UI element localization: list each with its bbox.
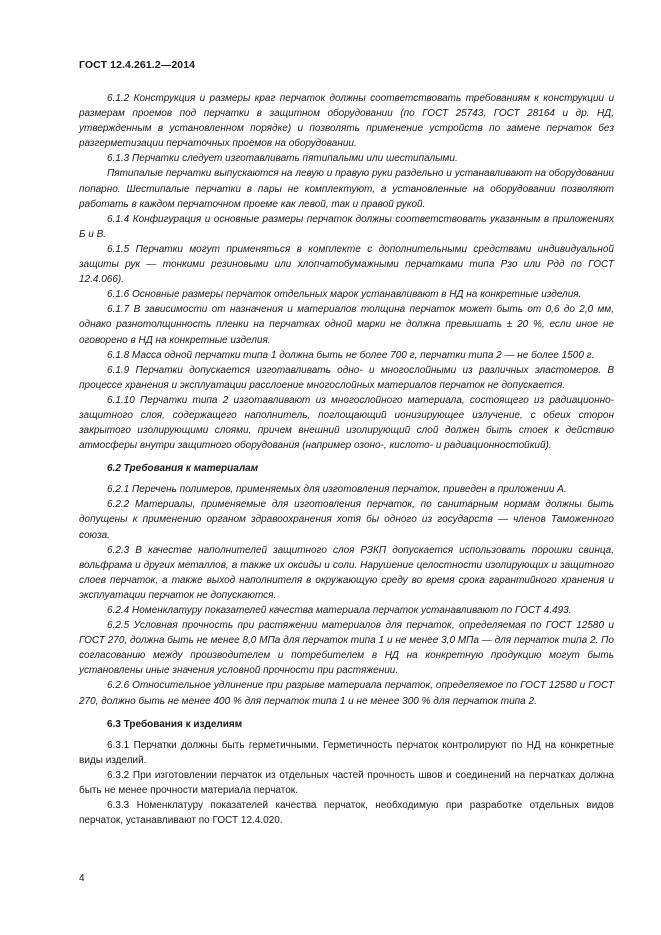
paragraph-6-1-3-cont: Пятипалые перчатки выпускаются на левую и правую руки раздельно и устанавливают на оборудовании попарно. Шестипалые перчатки в пары не комплектуют, а установленные на оборудовании позволяют работать в каждом перчаточном проеме как левой, так и правой рукой. bbox=[79, 168, 614, 210]
document-header: ГОСТ 12.4.261.2—2014 bbox=[79, 59, 196, 71]
section-6-3-heading: 6.3 Требования к изделиям bbox=[107, 718, 243, 730]
paragraph-6-3-3: 6.3.3 Номенклатуру показателей качества перчаток, необходимую при разработке отдельных видов перчаток, устанавливают по ГОСТ 12.4.020. bbox=[79, 800, 614, 827]
paragraph-6-3-2: 6.3.2 При изготовлении перчаток из отдельных частей прочность швов и соединений на перчатках должна быть не менее прочности материала перчаток. bbox=[79, 769, 614, 796]
section-6-2-heading: 6.2 Требования к материалам bbox=[107, 463, 259, 475]
paragraph-6-2-3: 6.2.3 В качестве наполнителей защитного слоя РЗКП допускается использовать порошки свинца, вольфрама и других металлов, а также их оксиды и соли. Нарушение целостности изолирующих и защитного слоев перчаток, а также выход наполнителя в окружающую среду во время срока гарантийного хранения и эксплуатации перчаток не допускаются. bbox=[79, 544, 614, 601]
paragraph-6-2-4: 6.2.4 Номенклатуру показателей качества материала перчаток устанавливают по ГОСТ 4.493. bbox=[107, 605, 572, 616]
paragraph-6-1-4: 6.1.4 Конфигурация и основные размеры перчаток должны соответствовать указанным в приложениях Б и В. bbox=[79, 213, 614, 240]
paragraph-6-1-6: 6.1.6 Основные размеры перчаток отдельных марок устанавливают в НД на конкретные изделия. bbox=[107, 289, 582, 301]
paragraph-6-1-7: 6.1.7 В зависимости от назначения и материалов толщина перчаток может быть от 0,6 до 2,0 мм, однако разнотолщинность пленки на перчатках одной марки не должна превышать ± 20 %, если иное не оговорено в НД на конкретные изделия. bbox=[79, 304, 614, 346]
paragraph-6-1-5: 6.1.5 Перчатки могут применяться в комплекте с дополнительными средствами индивидуальной защиты рук — тонкими резиновыми или хлопчатобумажными перчатками типа Рзо или Рдд по ГОСТ 12.4.066). bbox=[79, 243, 614, 286]
paragraph-6-1-8: 6.1.8 Масса одной перчатки типа 1 должна быть не более 700 г, перчатки типа 2 — не более 1500 г. bbox=[107, 349, 595, 361]
page-number: 4 bbox=[79, 873, 85, 884]
paragraph-6-1-2: 6.1.2 Конструкция и размеры краг перчаток должны соответствовать требованиям к конструкции и размерам проемов под перчатки в защитном оборудовании (по ГОСТ 25743, ГОСТ 28164 и др. НД, утвержденным в установленном порядке) и позволять применение устройств по замене перчаток без разгерметизации перчаточных проемов на оборудовании. bbox=[79, 93, 614, 150]
page-body bbox=[79, 91, 614, 828]
paragraph-6-3-1: 6.3.1 Перчатки должны быть герметичными. Герметичность перчаток контролируют по НД на конкретные виды изделий. bbox=[79, 739, 614, 766]
paragraph-6-2-6: 6.2.6 Относительное удлинение при разрыве материала перчаток, определяемое по ГОСТ 12580 и ГОСТ 270, должно быть не менее 400 % для перчаток типа 1 и не менее 300 % для перчаток типа 2. bbox=[79, 680, 614, 707]
paragraph-6-2-2: 6.2.2 Материалы, применяемые для изготовления перчаток, по санитарным нормам должны быть допущены к применению органом здравоохранения хотя бы одного из государств — членов Таможенного союза. bbox=[79, 499, 614, 541]
paragraph-6-2-1: 6.2.1 Перечень полимеров, применяемых для изготовления перчаток, приведен в приложении А. bbox=[107, 484, 567, 496]
paragraph-6-1-10: 6.1.10 Перчатки типа 2 изготавливают из многослойного материала, состоящего из радиационно-защитного слоя, содержащего наполнитель, поглощающий ионизирующее излучение, с обеих сторон закрытого изолирующими слоями, причем внешний изолирующий слой должен быть стоек к действию атмосферы внутри защитного оборудования (например озоно-, кислото- и радиационностойкий). bbox=[79, 394, 614, 452]
paragraph-6-1-3: 6.1.3 Перчатки следует изготавливать пятипалыми или шестипалыми. bbox=[107, 153, 458, 165]
paragraph-6-1-9: 6.1.9 Перчатки допускается изготавливать одно- и многослойными из различных эластомеров. В процессе хранения и эксплуатации расслоение многослойных материалов перчаток не допускается. bbox=[79, 364, 614, 391]
paragraph-6-2-5: 6.2.5 Условная прочность при растяжении материалов для перчаток, определяемая по ГОСТ 12580 и ГОСТ 270, должна быть не менее 8,0 МПа для перчаток типа 1 и не менее 3,0 МПа — для перчаток типа 2. По согласованию между производителем и потребителем в НД на конкретную продукцию могут быть установлены иные значения условной прочности при растяжении. bbox=[79, 620, 614, 677]
